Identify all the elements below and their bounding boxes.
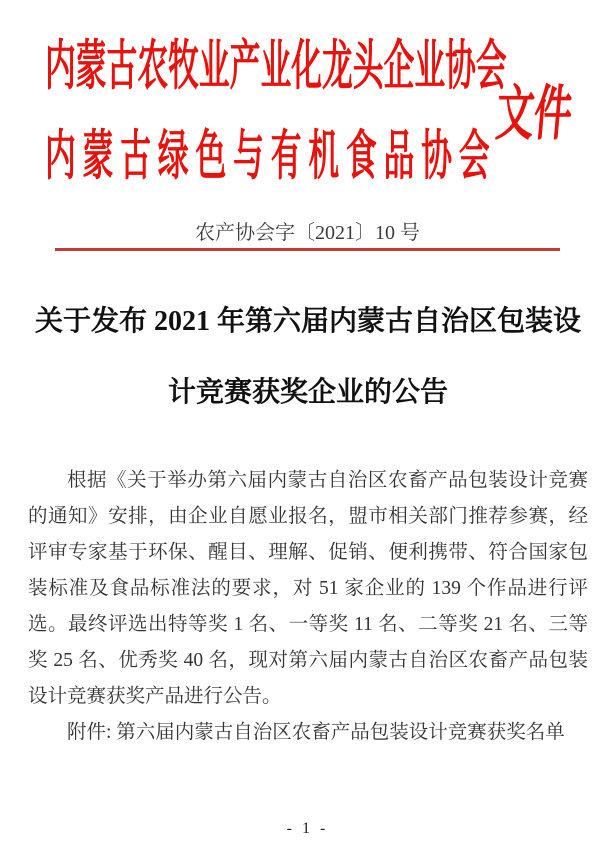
body-line-5: 选。最终评选出特等奖 1 名、一等奖 11 名、二等奖 21 名、三等 [28,614,588,635]
body-line-4: 装标准及食品标准法的要求，对 51 家企业的 139 个作品进行评 [28,578,588,599]
title-line-1: 关于发布 2021 年第六届内蒙古自治区包装设 [34,306,581,337]
org-name-line-1: 内蒙古农牧业产业化龙头企业协会 [45,36,507,96]
body-line-3: 评审专家基于环保、醒目、理解、促销、便利携带、符合国家包 [28,542,588,563]
page-title [28,304,588,411]
page-number: - 1 - [286,820,329,837]
red-divider-rule [55,248,560,251]
doc-type-label: 文件 [493,81,575,147]
body-line-6: 奖 25 名、优秀奖 40 名，现对第六届内蒙古自治区农畜产品包装 [28,650,588,671]
title-line-2: 计竞赛获奖企业的公告 [167,377,448,408]
body-line-2: 的通知》安排，由企业自愿业报名，盟市相关部门推荐参赛，经 [28,506,588,527]
body-line-7: 设计竞赛获奖产品进行公告。 [28,686,282,707]
body-paragraph [28,463,588,751]
doc-reference-number: 农产协会字〔2021〕10 号 [195,222,420,244]
body-line-1: 根据《关于举办第六届内蒙古自治区农畜产品包装设计竞赛 [67,470,588,491]
attachment-line: 附件: 第六届内蒙古自治区农畜产品包装设计竞赛获奖名单 [67,722,565,743]
org-name-line-2: 内蒙古绿色与有机食品协会 [45,126,497,186]
